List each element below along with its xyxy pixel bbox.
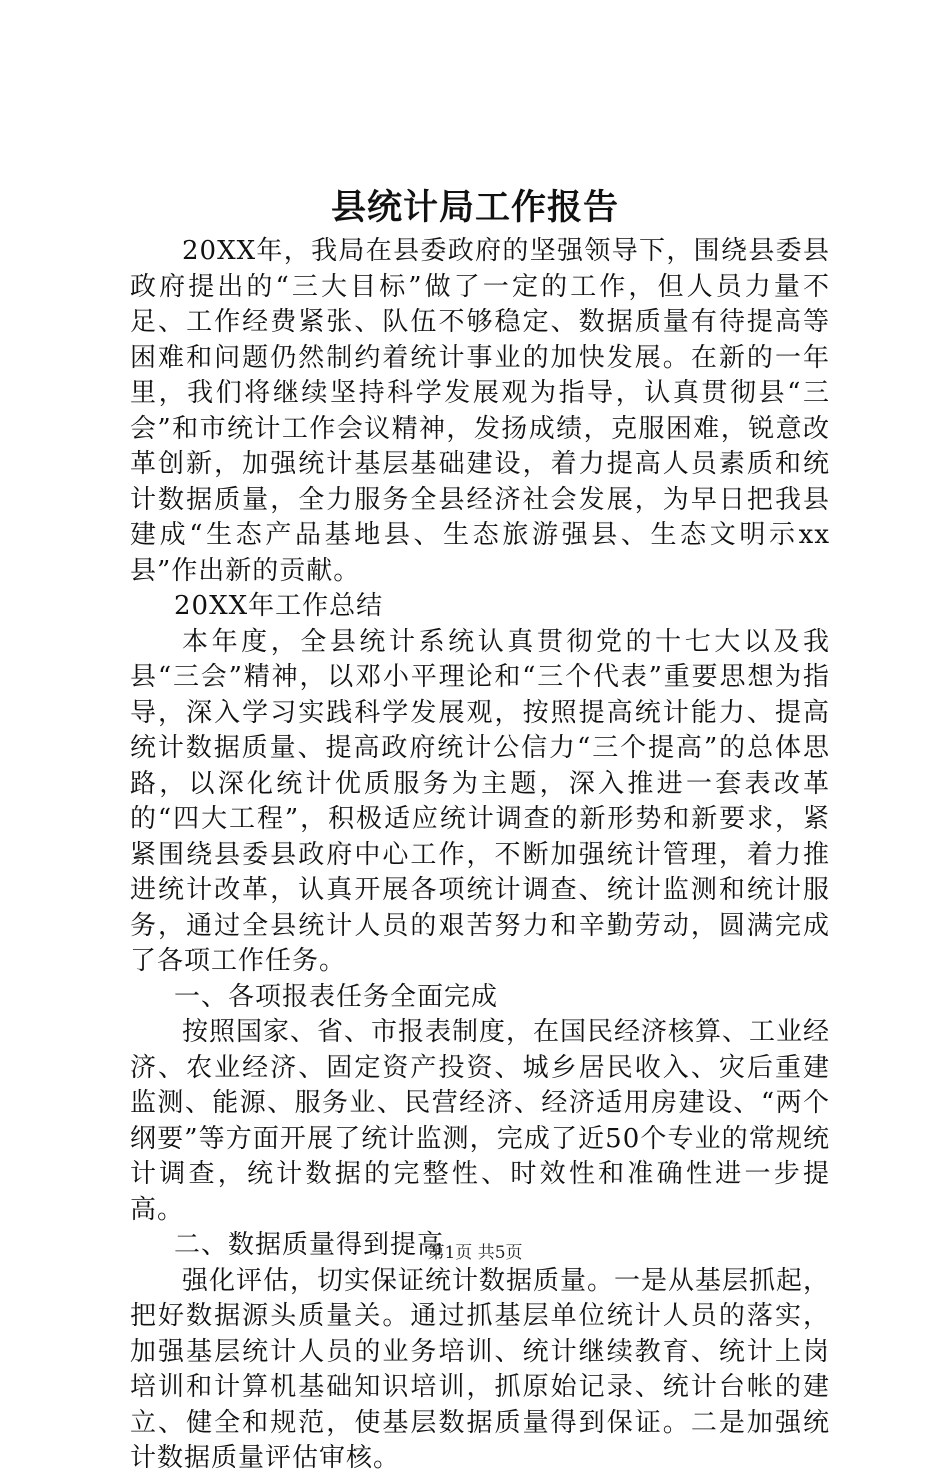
section-heading-reports: 一、各项报表任务全面完成 (174, 981, 499, 1012)
quality-paragraph: 强化评估，切实保证统计数据质量。一是从基层抓起，把好数据源头质量关。通过抓基层单位统计人员的落实，加强基层统计人员的业务培训、统计继续教育、统计上岗培训和计算机基础知识培训，抓原始记录、统计台帐的建立、健全和规范，使基层数据质量得到保证。二是加强统计数据质量评估审核。 (130, 1265, 831, 1473)
document-title: 县统计局工作报告 (330, 187, 619, 228)
section-heading-summary: 20XX年工作总结 (174, 591, 384, 621)
page-number-footer: 第1页 共5页 (427, 1243, 523, 1263)
intro-paragraph: 20XX年，我局在县委政府的坚强领导下，围绕县委县政府提出的“三大目标”做了一定的工作，但人员力量不足、工作经费紧张、队伍不够稳定、数据质量有待提高等困难和问题仍然制约着统计事业的加快发展。在新的一年里，我们将继续坚持科学发展观为指导，认真贯彻县“三会”和市统计工作会议精神，发扬成绩，克服困难，锐意改革创新，加强统计基层基础建设，着力提高人员素质和统计数据质量，全力服务全县经济社会发展，为早日把我县建成“生态产品基地县、生态旅游强县、生态文明示xx县”作出新的贡献。 (130, 236, 830, 586)
section-heading-quality: 二、数据质量得到提高 (174, 1230, 445, 1260)
document-body (130, 234, 830, 1477)
reports-paragraph: 按照国家、省、市报表制度，在国民经济核算、工业经济、农业经济、固定资产投资、城乡居民收入、灾后重建监测、能源、服务业、民营经济、经济适用房建设、“两个纲要”等方面开展了统计监测，完成了近50个专业的常规统计调查，统计数据的完整性、时效性和准确性进一步提高。 (130, 1017, 831, 1225)
summary-paragraph: 本年度，全县统计系统认真贯彻党的十七大以及我县“三会”精神，以邓小平理论和“三个代表”重要思想为指导，深入学习实践科学发展观，按照提高统计能力、提高统计数据质量、提高政府统计公信力“三个提高”的总体思路，以深化统计优质服务为主题，深入推进一套表改革的“四大工程”，积极适应统计调查的新形势和新要求，紧紧围绕县委县政府中心工作，不断加强统计管理，着力推进统计改革，认真开展各项统计调查、统计监测和统计服务，通过全县统计人员的艰苦努力和辛勤劳动，圆满完成了各项工作任务。 (130, 626, 830, 976)
